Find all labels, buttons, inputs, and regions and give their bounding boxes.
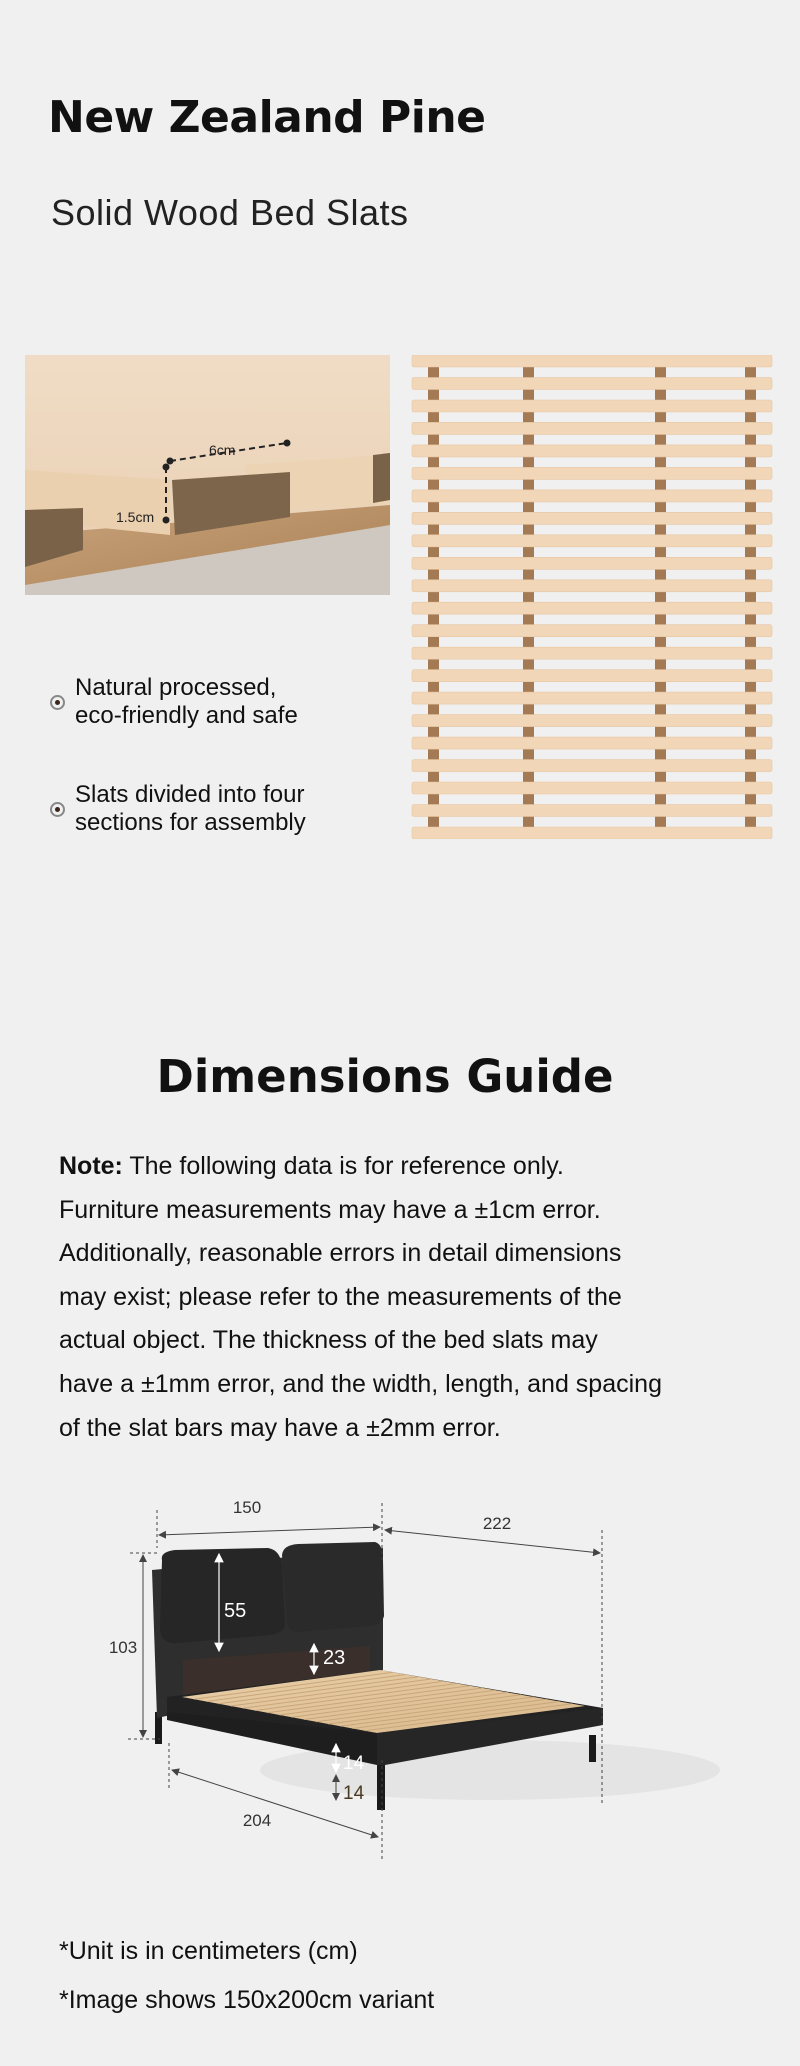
thickness-label: 1.5cm	[116, 509, 155, 525]
product-subtitle: Solid Wood Bed Slats	[51, 192, 409, 233]
note-line: have a ±1mm error, and the width, length, and spacing	[59, 1369, 662, 1398]
dimensions-note	[59, 1145, 662, 1450]
slat-bar	[412, 445, 772, 457]
slat-bar	[412, 490, 772, 502]
slat-bar	[412, 625, 772, 637]
length-value: 222	[482, 1514, 512, 1533]
slat-set-image	[410, 355, 774, 839]
panel-height-value: 23	[323, 1647, 346, 1669]
width-value: 150	[232, 1498, 262, 1517]
note-line: actual object. The thickness of the bed slats may	[59, 1326, 598, 1355]
feature-item	[50, 781, 306, 837]
slat-bar	[412, 760, 772, 772]
slat-bar	[412, 580, 772, 592]
feature-text-line: Natural processed,	[75, 674, 277, 701]
slat-bar	[412, 647, 772, 659]
slat-bar	[412, 692, 772, 704]
dimensions-title: Dimensions Guide	[156, 1050, 614, 1103]
radio-bullet-icon	[50, 695, 65, 710]
slat-bar	[412, 378, 772, 390]
variant-note: *Image shows 150x200cm variant	[59, 1986, 435, 2014]
note-line: of the slat bars may have a ±2mm error.	[59, 1413, 501, 1442]
slat-bar	[412, 602, 772, 614]
slat-bar	[412, 782, 772, 794]
length-dimension-line	[385, 1530, 600, 1553]
slat-bar	[412, 535, 772, 547]
frame-height-value: 14	[343, 1753, 365, 1774]
slat-bar	[412, 400, 772, 412]
slat-bar	[412, 715, 772, 727]
height-value: 103	[108, 1638, 138, 1657]
slat-closeup-photo	[25, 355, 390, 595]
width-label: 6cm	[209, 442, 236, 458]
slat-bar	[412, 670, 772, 682]
slat-bar	[412, 737, 772, 749]
slat-bar	[412, 805, 772, 817]
feature-item	[50, 674, 298, 730]
radio-bullet-icon	[50, 802, 65, 817]
note-line: Furniture measurements may have a ±1cm error.	[59, 1195, 601, 1224]
feature-text-line: sections for assembly	[75, 809, 306, 836]
slat-bar	[412, 422, 772, 434]
bed-dimension-diagram	[100, 1480, 720, 1870]
slat-bar	[412, 512, 772, 524]
note-line: The following data is for reference only.	[122, 1152, 564, 1180]
note-line: may exist; please refer to the measurements of the	[59, 1282, 622, 1311]
cushion-height-value: 55	[224, 1600, 247, 1622]
width-dimension-line	[159, 1527, 380, 1535]
leg-clearance-value: 14	[343, 1783, 365, 1804]
note-line: Additionally, reasonable errors in detail dimensions	[59, 1239, 622, 1268]
inner-length-value: 204	[242, 1811, 272, 1830]
feature-text-line: Slats divided into four	[75, 781, 305, 808]
slat-bar	[412, 467, 772, 479]
feature-text-line: eco-friendly and safe	[75, 702, 298, 729]
slat-bar	[412, 827, 772, 839]
unit-note: *Unit is in centimeters (cm)	[59, 1937, 358, 1965]
slat-bar	[412, 355, 772, 367]
product-title: New Zealand Pine	[48, 92, 486, 143]
note-label: Note:	[59, 1152, 123, 1180]
slat-bar	[412, 557, 772, 569]
